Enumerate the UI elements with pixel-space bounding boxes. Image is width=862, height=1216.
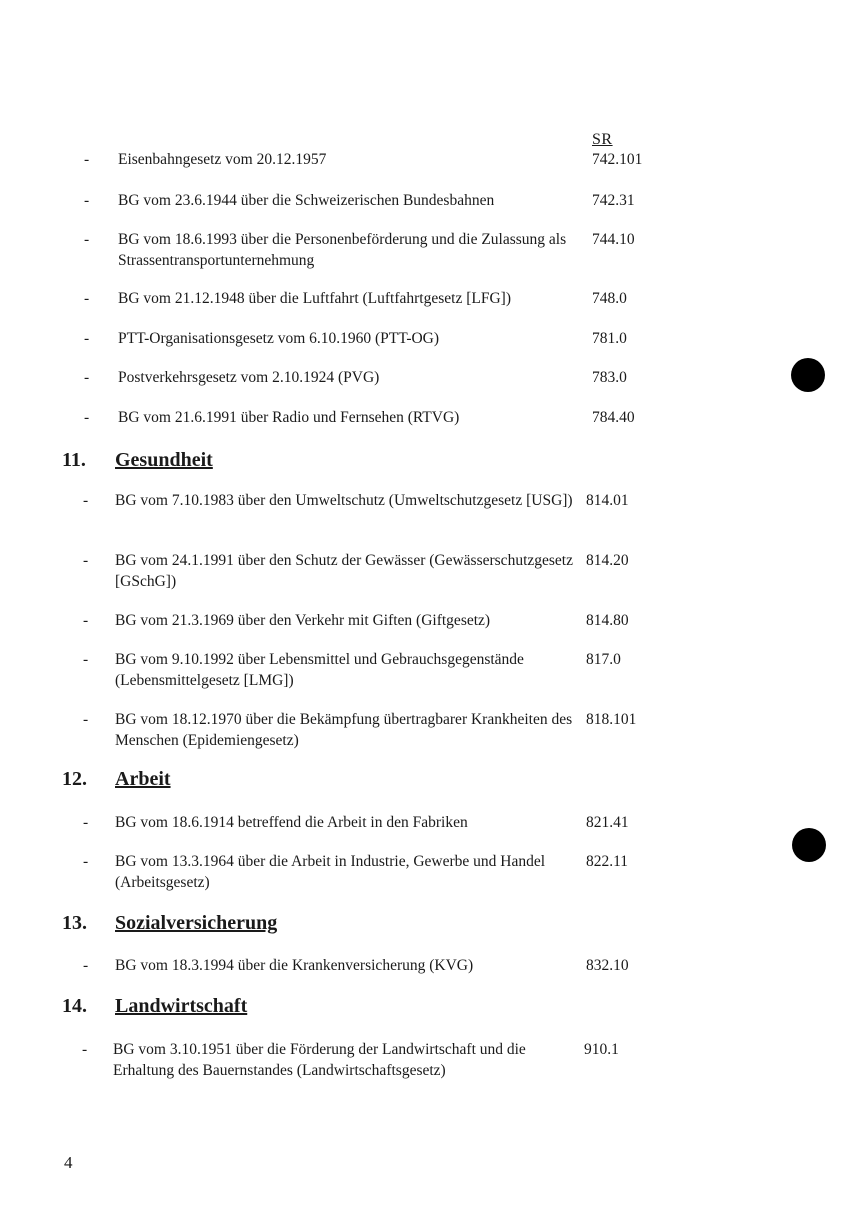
sr-number: 814.20 <box>586 552 629 569</box>
sr-number: 822.11 <box>586 853 629 870</box>
section-title: Sozialversicherung <box>115 912 278 934</box>
list-dash: - <box>83 612 89 629</box>
sr-number: 817.0 <box>586 651 621 668</box>
law-title: BG vom 7.10.1983 über den Umweltschutz (Umweltschutzgesetz [USG]) <box>115 492 573 509</box>
section-number: 14. <box>62 995 87 1017</box>
law-title: Eisenbahngesetz vom 20.12.1957 <box>118 151 327 168</box>
sr-number: 784.40 <box>592 409 635 426</box>
page-number: 4 <box>64 1153 73 1172</box>
list-dash: - <box>83 853 89 870</box>
sr-number: 781.0 <box>592 330 627 347</box>
law-title: BG vom 13.3.1964 über die Arbeit in Industrie, Gewerbe und Handel (Arbeitsgesetz) <box>115 853 546 891</box>
list-dash: - <box>83 957 89 974</box>
sr-number: 783.0 <box>592 369 627 386</box>
law-title: BG vom 23.6.1944 über die Schweizerischen Bundesbahnen <box>118 192 495 209</box>
sr-number: 814.01 <box>586 492 629 509</box>
law-title: PTT-Organisationsgesetz vom 6.10.1960 (PTT-OG) <box>118 330 440 347</box>
sr-column-header: SR <box>592 131 613 148</box>
law-title: BG vom 21.3.1969 über den Verkehr mit Giften (Giftgesetz) <box>115 612 491 629</box>
section-number: 13. <box>62 912 87 934</box>
sr-number: 748.0 <box>592 290 627 307</box>
punch-hole-bottom <box>792 828 826 862</box>
law-title: BG vom 21.6.1991 über Radio und Fernsehen (RTVG) <box>118 409 460 426</box>
sr-number: 814.80 <box>586 612 629 629</box>
law-title: BG vom 18.6.1993 über die Personenbeförderung und die Zulassung als Strassentransportunternehmung <box>118 231 567 269</box>
law-title: BG vom 18.6.1914 betreffend die Arbeit in den Fabriken <box>115 814 468 831</box>
list-dash: - <box>82 1041 88 1058</box>
list-dash: - <box>84 231 90 248</box>
section-title: Arbeit <box>115 768 171 790</box>
list-dash: - <box>83 492 89 509</box>
sr-number: 832.10 <box>586 957 629 974</box>
section-title: Gesundheit <box>115 449 213 471</box>
law-title: BG vom 24.1.1991 über den Schutz der Gewässer (Gewässerschutzgesetz [GSchG]) <box>115 552 573 590</box>
sr-number: 742.31 <box>592 192 635 209</box>
list-dash: - <box>84 369 90 386</box>
sr-number: 744.10 <box>592 231 635 248</box>
list-dash: - <box>83 814 89 831</box>
section-number: 11. <box>62 449 86 471</box>
list-dash: - <box>84 290 90 307</box>
sr-number: 821.41 <box>586 814 629 831</box>
list-dash: - <box>83 711 89 728</box>
sr-number: 818.101 <box>586 711 637 728</box>
list-dash: - <box>83 651 89 668</box>
section-number: 12. <box>62 768 87 790</box>
sr-number: 910.1 <box>584 1041 619 1058</box>
list-dash: - <box>84 409 90 426</box>
law-title: Postverkehrsgesetz vom 2.10.1924 (PVG) <box>118 369 380 386</box>
list-dash: - <box>83 552 89 569</box>
law-title: BG vom 18.12.1970 über die Bekämpfung übertragbarer Krankheiten des Menschen (Epidemiengesetz) <box>115 711 573 749</box>
law-title: BG vom 21.12.1948 über die Luftfahrt (Luftfahrtgesetz [LFG]) <box>118 290 511 307</box>
sr-number: 742.101 <box>592 151 643 168</box>
section-title: Landwirtschaft <box>115 995 248 1017</box>
list-dash: - <box>84 151 90 168</box>
law-title: BG vom 18.3.1994 über die Krankenversicherung (KVG) <box>115 957 474 974</box>
list-dash: - <box>84 330 90 347</box>
punch-hole-top <box>791 358 825 392</box>
law-title: BG vom 9.10.1992 über Lebensmittel und Gebrauchsgegenstände (Lebensmittelgesetz [LMG]) <box>115 651 524 689</box>
list-dash: - <box>84 192 90 209</box>
law-title: BG vom 3.10.1951 über die Förderung der Landwirtschaft und die Erhaltung des Bauernstandes (Landwirtschaftsgesetz) <box>113 1041 526 1079</box>
